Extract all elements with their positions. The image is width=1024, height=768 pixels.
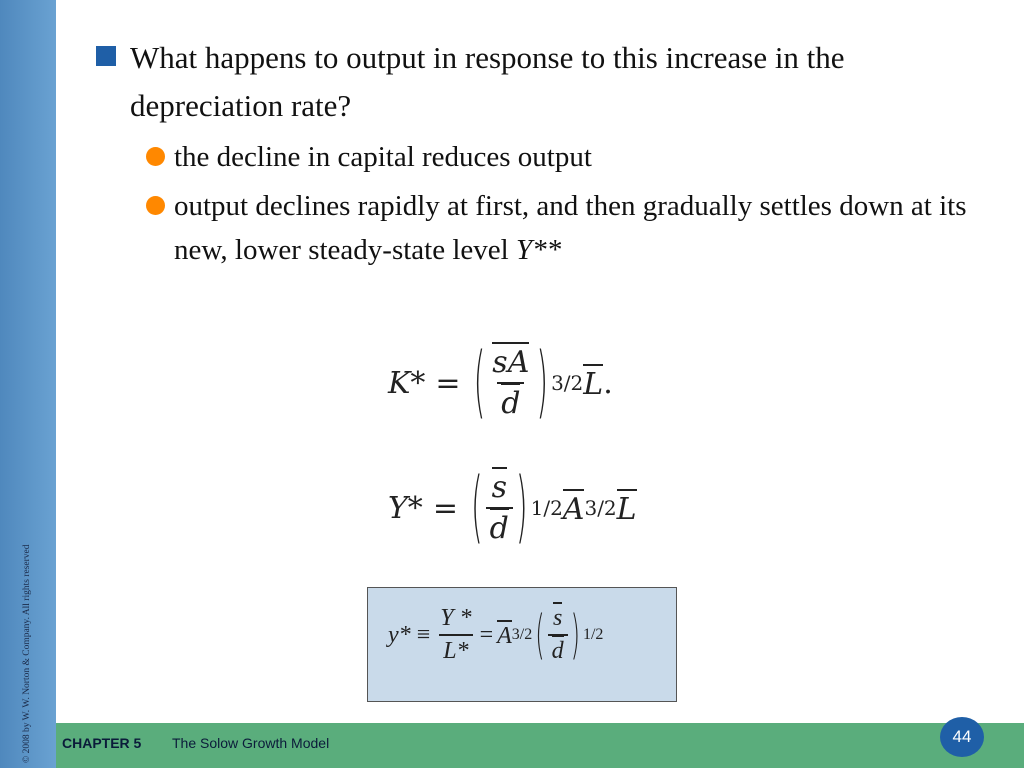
eq3-paren-right: ) bbox=[570, 604, 580, 666]
eq1-L: L bbox=[583, 364, 603, 402]
eq3-A: A bbox=[497, 620, 512, 650]
eq1-paren-right: ) bbox=[536, 337, 549, 429]
sub2-text: output declines rapidly at first, and then gradually settles down at its new, lower steady-state level bbox=[174, 190, 967, 266]
bullet-level2-1 bbox=[96, 135, 996, 179]
square-bullet-icon bbox=[96, 46, 116, 66]
eq2-fraction bbox=[486, 470, 513, 546]
eq3-Y: Y * bbox=[440, 605, 472, 631]
bullet1-text: What happens to output in response to this increase in the depreciation rate? bbox=[130, 40, 845, 123]
equation-capital bbox=[388, 337, 613, 429]
eq3-L: L* bbox=[443, 638, 469, 664]
eq1-paren-left: ( bbox=[473, 337, 486, 429]
dot-bullet-icon bbox=[146, 196, 165, 215]
eq2-L: L bbox=[617, 489, 637, 527]
footer-chapter: CHAPTER 5 bbox=[62, 735, 142, 751]
bullet-level2-2 bbox=[96, 184, 996, 272]
eq2-exponent-1: 1/2 bbox=[530, 496, 563, 520]
eq2-exponent-2: 3/2 bbox=[584, 496, 617, 520]
equation-output bbox=[388, 462, 637, 554]
eq2-paren-right: ) bbox=[515, 462, 528, 554]
equation-per-worker bbox=[388, 605, 603, 665]
eq2-paren-left: ( bbox=[470, 462, 483, 554]
eq2-A: A bbox=[563, 489, 585, 527]
eq1-A: A bbox=[508, 342, 530, 380]
eq3-equals: = bbox=[479, 621, 494, 648]
slide-body bbox=[96, 34, 996, 272]
eq3-lhs: y* bbox=[388, 621, 411, 648]
left-sidebar bbox=[0, 0, 56, 768]
eq1-lhs: K* bbox=[388, 365, 426, 401]
eq3-ident: ≡ bbox=[416, 621, 431, 648]
eq1-exponent: 3/2 bbox=[551, 371, 584, 395]
dot-bullet-icon bbox=[146, 147, 165, 166]
eq2-lhs: Y* bbox=[388, 490, 423, 526]
eq3-d: d bbox=[552, 635, 564, 664]
footer-title: The Solow Growth Model bbox=[172, 735, 330, 751]
sub2-variable: Y** bbox=[515, 234, 562, 266]
footer-bar bbox=[56, 723, 1024, 768]
eq3-s: s bbox=[553, 602, 562, 631]
page-number-badge: 44 bbox=[940, 717, 984, 757]
eq1-s: s bbox=[492, 342, 507, 380]
eq1-equals: = bbox=[435, 365, 461, 401]
eq3-fraction-1 bbox=[436, 605, 475, 665]
eq3-exponent-1: 3/2 bbox=[511, 626, 533, 643]
eq1-fraction bbox=[488, 345, 533, 421]
bullet-level1 bbox=[96, 34, 996, 130]
eq2-d: d bbox=[490, 508, 509, 546]
eq3-fraction-2 bbox=[548, 605, 568, 665]
eq2-s: s bbox=[492, 467, 507, 505]
sub1-text: the decline in capital reduces output bbox=[174, 141, 592, 173]
eq3-exponent-2: 1/2 bbox=[582, 626, 604, 643]
eq3-paren-left: ( bbox=[535, 604, 545, 666]
eq1-d: d bbox=[501, 383, 520, 421]
eq1-period: . bbox=[603, 365, 613, 401]
copyright-notice: © 2008 by W. W. Norton & Company. All rights reserved bbox=[22, 544, 32, 763]
eq2-equals: = bbox=[432, 490, 458, 526]
